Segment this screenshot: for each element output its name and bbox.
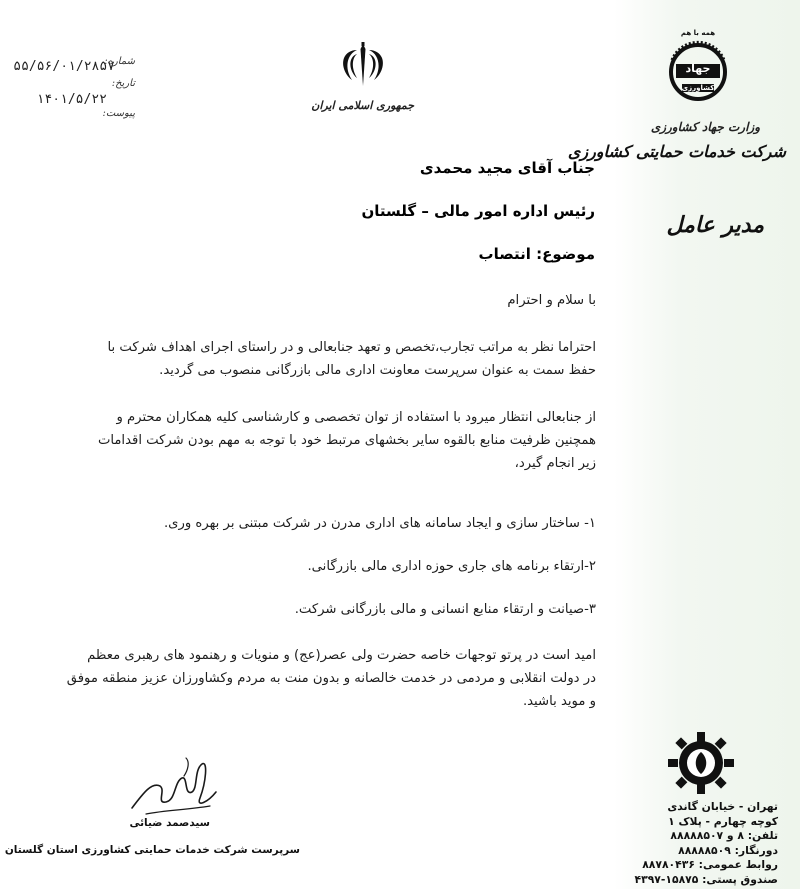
- paragraph-line: همچنین ظرفیت منابع بالقوه سایر بخشهای مرتبط خود با توجه به مهم بودن شرکت اقدامات: [97, 433, 596, 448]
- task-item-2: ۲-ارتقاء برنامه های جاری حوزه اداری مالی بازرگانی.: [307, 559, 596, 574]
- date-value: ۱۴۰۱/۵/۲۲: [36, 92, 107, 107]
- logo-text-main: جهاد: [685, 62, 711, 75]
- task-item-3: ۳-صیانت و ارتقاء منابع انسانی و مالی بازرگانی شرکت.: [294, 602, 596, 617]
- address-line: تهران - خیابان گاندی: [667, 800, 778, 813]
- task-item-1: ۱- ساختار سازی و ایجاد سامانه های اداری مدرن در شرکت مبتنی بر بهره وری.: [163, 516, 596, 531]
- recipient-title: رئیس اداره امور مالی – گلستان: [361, 202, 595, 220]
- letter-subject: موضوع: انتصاب: [478, 245, 595, 263]
- recipient-name: جناب آقای مجید محمدی: [419, 159, 595, 177]
- paragraph-line: زیر انجام گیرد،: [514, 456, 596, 471]
- number-label: شماره:: [104, 56, 135, 67]
- number-value: ۵۵/۵۶/۰۱/۲۸۵۷: [13, 59, 115, 74]
- address-line: روابط عمومی: ۸۸۷۸۰۴۳۶: [642, 858, 778, 871]
- greeting: با سلام و احترام: [507, 293, 596, 308]
- footer-gear-logo-icon: [664, 728, 738, 798]
- address-line: دورنگار: ۸۸۸۸۸۵۰۹: [678, 843, 778, 857]
- date-label: تاریخ:: [111, 78, 135, 89]
- paragraph-line: و موید باشید.: [522, 694, 596, 709]
- role-title: مدیر عامل: [666, 212, 764, 238]
- logo-text-top: همه با هم: [680, 29, 716, 37]
- emblem-caption: جمهوری اسلامی ایران: [311, 99, 414, 112]
- paragraph-appointment: [36, 336, 596, 382]
- paragraph-line: امید است در پرتو توجهات خاصه حضرت ولی عصر(عج) و منویات و رهنمود های رهبری معظم: [87, 648, 596, 663]
- iran-emblem-icon: [340, 40, 386, 90]
- attachment-label: پیوست:: [102, 108, 135, 119]
- ministry-name: وزارت جهاد کشاورزی: [650, 120, 760, 134]
- company-name: شرکت خدمات حمایتی کشاورزی: [567, 142, 786, 161]
- signer-name: سیدصمد ضیائی: [129, 817, 210, 829]
- address-line: کوچه چهارم - پلاک ۱: [668, 814, 778, 828]
- address-line: تلفن: ۸ و ۸۸۸۸۸۵۰۷: [670, 829, 778, 842]
- paragraph-line: حفظ سمت به عنوان سرپرست معاونت اداری مالی بازرگانی منصوب می گردید.: [159, 363, 596, 378]
- address-line: صندوق پستی: ۱۵۸۷۵-۴۳۹۷: [634, 872, 778, 886]
- company-address: [618, 800, 778, 887]
- logo-text-bottom: کشاورزی: [681, 84, 715, 92]
- paragraph-line: از جنابعالی انتظار میرود با استفاده از توان تخصصی و کارشناسی کلیه همکاران محترم و: [116, 410, 596, 425]
- closing-paragraph: [36, 644, 596, 713]
- paragraph-line: در دولت انقلابی و مردمی در خدمت خالصانه و بدون منت به مردم وکشاورزان عزیز منطقه موفق: [66, 671, 596, 686]
- paragraph-expectations: [36, 406, 596, 475]
- signer-title: سرپرست شرکت خدمات حمایتی کشاورزی استان گلستان: [4, 844, 300, 856]
- paragraph-line: احتراما نظر به مراتب تجارب،تخصص و تعهد جنابعالی و در راستای اجرای اهداف شرکت با: [107, 340, 596, 355]
